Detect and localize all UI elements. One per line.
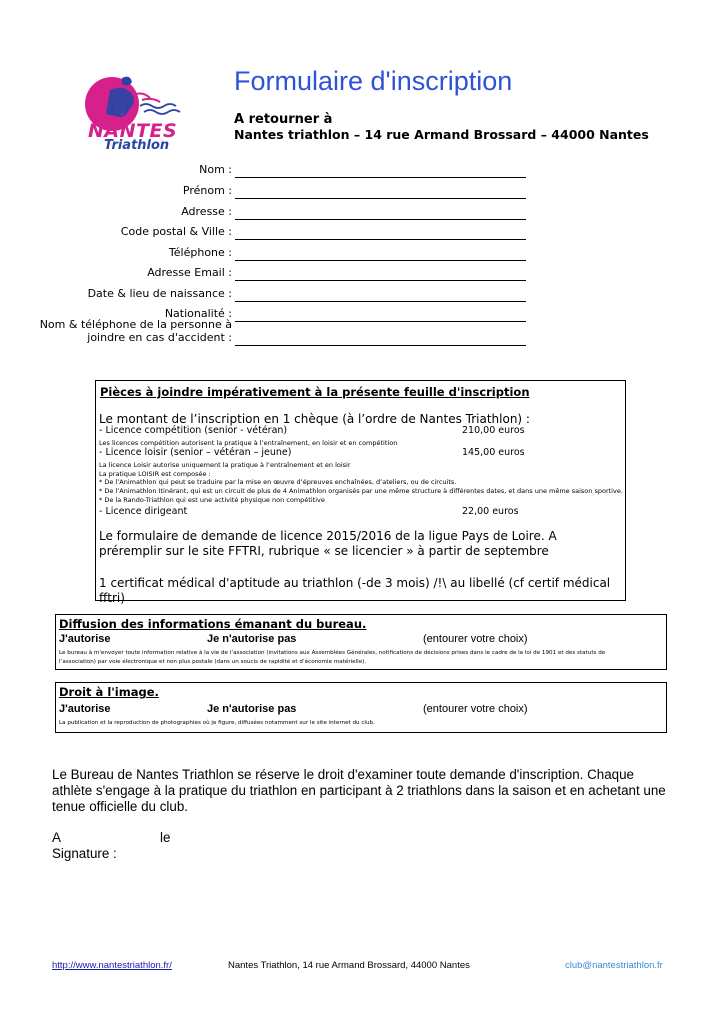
pieces-title: Pièces à joindre impérativement à la présente feuille d'inscription [100,385,530,399]
field-input-line[interactable] [235,239,526,240]
image-rights-description: La publication et la reproduction de photographies où je figure, diffusées notamment sur le site internet du club. [59,720,375,726]
field-code-postal-ville[interactable] [60,220,526,240]
licence-loisir-price: 145,00 euros [462,447,525,458]
logo-text-triathlon: Triathlon [104,138,170,153]
licence-loisir-note: * De l’Animathlon qui peut se traduire par la mise en œuvre d’épreuves enchaînées, d’ateliers, ou de circuits. [99,478,457,486]
image-rights-box [55,682,667,733]
field-nom[interactable] [60,158,526,178]
club-logo [80,68,188,156]
licence-competition-price: 210,00 euros [462,425,525,436]
field-label: Adresse Email : [147,266,232,279]
field-label: Nationalité : [164,307,232,320]
formulaire-licence-text: Le formulaire de demande de licence 2015/2016 de la ligue Pays de Loire. A préremplir sur le site FFTRI, rubrique « se licencier » à partir de septembre [99,529,557,558]
field-telephone[interactable] [60,241,526,261]
diffusion-no-option[interactable]: Je n'autorise pas [207,633,297,645]
field-prenom[interactable] [60,179,526,199]
certificat-medical-text: 1 certificat médical d'aptitude au triathlon (-de 3 mois) /!\ au libellé (cf certif médical fftri) [99,576,611,605]
field-label-line: joindre en cas d'accident : [87,331,232,344]
field-input-line[interactable] [235,177,526,178]
logo-text-nantes: NANTES [88,120,178,142]
field-label: Date & lieu de naissance : [87,287,232,300]
image-rights-choice-hint: (entourer votre choix) [423,703,528,715]
diffusion-choice-hint: (entourer votre choix) [423,633,528,645]
field-input-line[interactable] [235,280,526,281]
image-rights-no-option[interactable]: Je n'autorise pas [207,703,297,715]
licence-dirigeant: - Licence dirigeant [99,506,188,517]
footer-email[interactable]: club@nantestriathlon.fr [565,960,663,971]
field-input-line[interactable] [235,198,526,199]
field-label: Prénom : [182,184,232,197]
field-label: Adresse : [181,205,232,218]
field-input-line[interactable] [235,345,526,346]
diffusion-yes-option[interactable]: J'autorise [59,633,111,645]
licence-loisir-note: La licence Loisir autorise uniquement la pratique à l’entraînement et en loisir [99,461,351,469]
place-label: A [52,830,61,845]
field-label: Nom : [199,163,232,176]
page-title: Formulaire d'inscription [234,66,513,96]
closing-paragraph: Le Bureau de Nantes Triathlon se réserve le droit d'examiner toute demande d'inscription. Chaque athlète s'engage à la pratique du triathlon en participant à 2 triathlons dans la saison et en achetant une tenue officielle du club. [52,767,666,814]
field-email[interactable] [60,261,526,281]
return-to-label: A retourner à [234,112,333,127]
image-rights-title: Droit à l'image. [59,685,159,699]
licence-loisir: - Licence loisir (senior – vétéran – jeune) [99,447,292,458]
date-label: le [160,830,171,845]
licence-dirigeant-price: 22,00 euros [462,506,519,517]
footer-address: Nantes Triathlon, 14 rue Armand Brossard, 44000 Nantes [228,960,470,971]
signature-label: Signature : [52,846,117,861]
field-adresse[interactable] [60,200,526,220]
licence-loisir-note: La pratique LOISIR est composée : [99,470,211,478]
diffusion-title: Diffusion des informations émanant du bureau. [59,617,367,631]
pieces-box [95,380,626,605]
field-label-line: Nom & téléphone de la personne à [39,318,232,331]
field-label [40,318,232,344]
field-naissance[interactable] [60,282,526,302]
licence-loisir-note: * De l’Animathlon Itinérant, qui est un circuit de plus de 4 Animathlon organisés par une même structure à différentes dates, et dans une même saison sportive. [99,487,623,495]
licence-competition-note: Les licences compétition autorisent la pratique à l’entraînement, en loisir et en compétition [99,439,398,447]
field-contact-urgence[interactable] [39,316,526,346]
licence-loisir-note: * De la Rando-Triathlon qui est une activité physique non compétitive [99,496,325,504]
return-address: Nantes triathlon – 14 rue Armand Brossard – 44000 Nantes [234,127,649,142]
footer-website-link[interactable]: http://www.nantestriathlon.fr/ [52,960,172,971]
image-rights-yes-option[interactable]: J'autorise [59,703,111,715]
field-label: Téléphone : [168,246,232,259]
pieces-intro: Le montant de l’inscription en 1 chèque (à l’ordre de Nantes Triathlon) : [99,412,530,426]
diffusion-description: l’association) par voie électronique et non plus postale (dans un soucis de rapidité et d’économie matérielle). [59,659,367,665]
field-label: Code postal & Ville : [120,225,232,238]
diffusion-description: Le bureau à m'envoyer toute information relative à la vie de l’association (invitations aux Assemblées Générales, notifications de décisions prises dans le cadre de la loi de 1901 et des statuts de [59,650,606,656]
licence-competition: - Licence compétition (senior - vétéran) [99,425,288,436]
diffusion-box [55,614,667,670]
